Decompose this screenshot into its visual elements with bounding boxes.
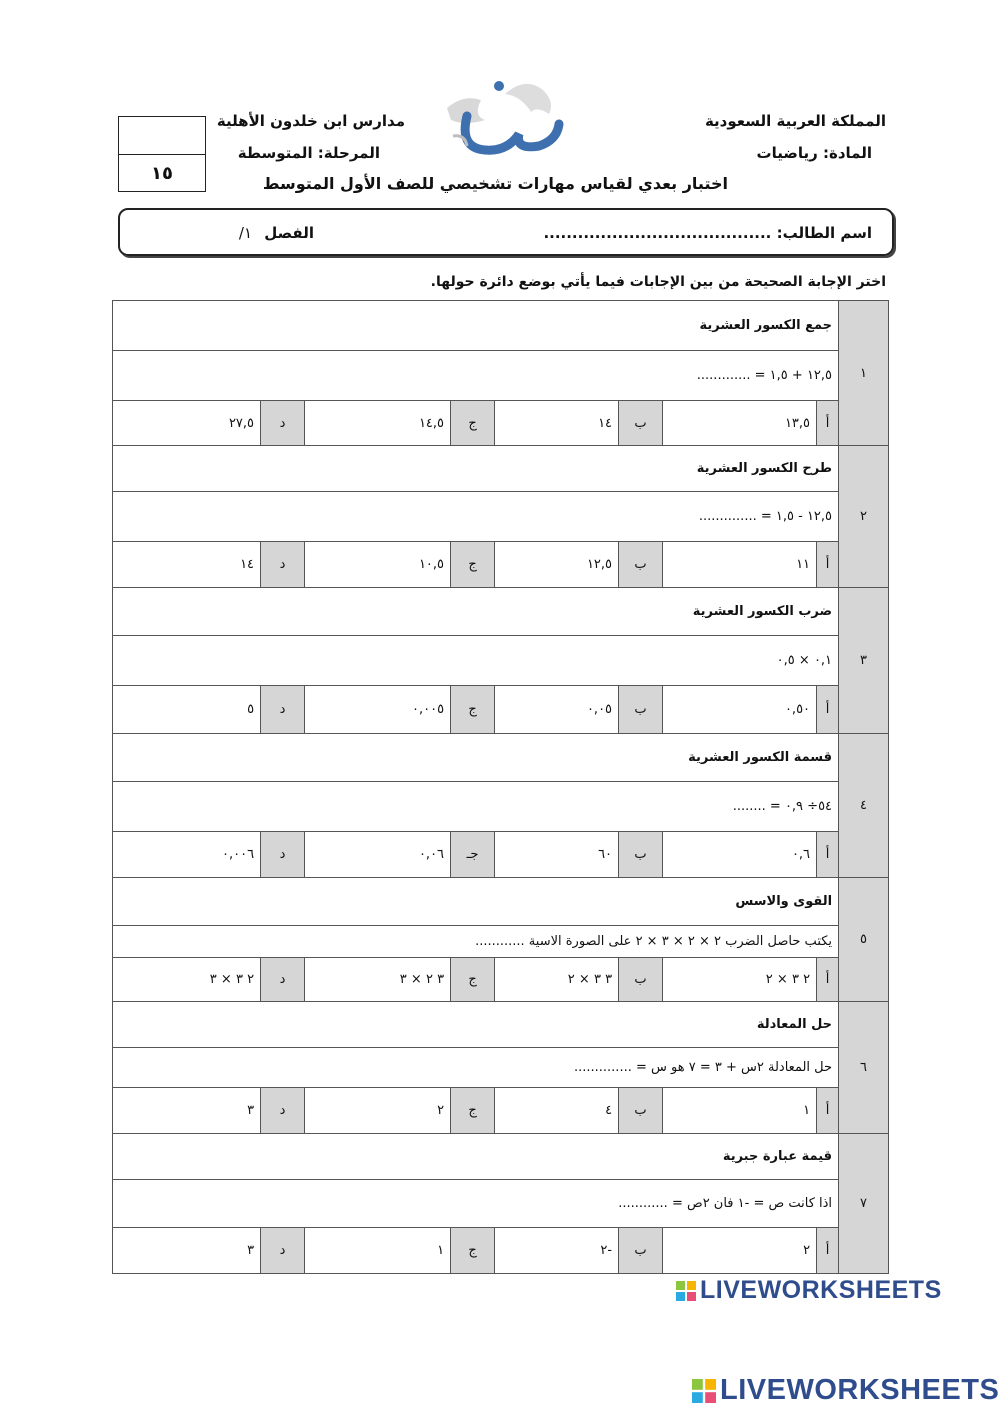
question-title: طرح الكسور العشرية xyxy=(113,446,839,492)
answer-option[interactable]: ٣ xyxy=(113,1088,261,1134)
answer-option[interactable]: ١٤ xyxy=(113,542,261,588)
class-value: ١/ xyxy=(238,224,252,242)
question-number: ٣ xyxy=(839,588,889,734)
option-letter: ج xyxy=(451,401,495,446)
option-letter: ب xyxy=(619,1228,663,1274)
answer-option[interactable]: ٠,٠٥ xyxy=(495,686,619,734)
option-letter: جـ xyxy=(451,832,495,878)
exam-title: اختبار بعدي لقياس مهارات تشخيصي للصف الأول المتوسط xyxy=(262,174,728,193)
option-letter: د xyxy=(261,401,305,446)
score-box-top xyxy=(119,117,205,155)
answer-option[interactable]: ٤ xyxy=(495,1088,619,1134)
answer-option[interactable]: ٠,٠٠٥ xyxy=(305,686,451,734)
question-title: جمع الكسور العشرية xyxy=(113,301,839,351)
liveworksheets-footer-logo-icon xyxy=(692,1379,716,1403)
question-number: ٤ xyxy=(839,734,889,878)
answer-option[interactable]: ٢ ٣ × ٢ xyxy=(663,958,817,1002)
answer-option[interactable]: ٢ xyxy=(663,1228,817,1274)
option-letter: ب xyxy=(619,401,663,446)
option-letter: أ xyxy=(817,1228,839,1274)
answer-option[interactable]: ٥ xyxy=(113,686,261,734)
option-letter: د xyxy=(261,686,305,734)
answer-option[interactable]: ٠,٦ xyxy=(663,832,817,878)
option-letter: د xyxy=(261,542,305,588)
answer-option[interactable]: -٢ xyxy=(495,1228,619,1274)
question-text-row xyxy=(113,351,889,401)
option-letter: أ xyxy=(817,542,839,588)
option-letter: د xyxy=(261,958,305,1002)
score-value: ١٥ xyxy=(151,162,173,184)
class-label: الفصل xyxy=(264,224,314,242)
question-title-row xyxy=(113,1002,889,1048)
questions-table xyxy=(112,300,889,1274)
question-text-row xyxy=(113,782,889,832)
subject-label: المادة: رياضيات xyxy=(756,144,872,162)
option-letter: د xyxy=(261,832,305,878)
question-number: ٦ xyxy=(839,1002,889,1134)
question-text-row xyxy=(113,1180,889,1228)
question-text-row xyxy=(113,926,889,958)
question-title: ضرب الكسور العشرية xyxy=(113,588,839,636)
question-number: ٥ xyxy=(839,878,889,1002)
option-letter: أ xyxy=(817,832,839,878)
answer-option[interactable]: ٠,٥٠ xyxy=(663,686,817,734)
question-options-row xyxy=(113,686,889,734)
question-options-row xyxy=(113,958,889,1002)
question-text-row xyxy=(113,1048,889,1088)
question-title-row xyxy=(113,301,889,351)
question-text-row xyxy=(113,636,889,686)
option-letter: ج xyxy=(451,1228,495,1274)
student-name-field[interactable]: اسم الطالب: ........................................ xyxy=(543,224,872,242)
answer-option[interactable]: ١٠,٥ xyxy=(305,542,451,588)
answer-option[interactable]: ١١ xyxy=(663,542,817,588)
option-letter: ب xyxy=(619,542,663,588)
answer-option[interactable]: ٣ xyxy=(113,1228,261,1274)
question-title: حل المعادلة xyxy=(113,1002,839,1048)
liveworksheets-logo-icon xyxy=(676,1281,696,1301)
option-letter: ب xyxy=(619,1088,663,1134)
question-options-row xyxy=(113,1088,889,1134)
liveworksheets-footer-text: LIVEWORKSHEETS xyxy=(720,1374,1000,1406)
option-letter: ج xyxy=(451,686,495,734)
question-number: ٢ xyxy=(839,446,889,588)
answer-option[interactable]: ٢ xyxy=(305,1088,451,1134)
answer-option[interactable]: ١٤ xyxy=(495,401,619,446)
question-title: قيمة عبارة جبرية xyxy=(113,1134,839,1180)
country-label: المملكة العربية السعودية xyxy=(704,112,886,130)
question-title-row xyxy=(113,734,889,782)
option-letter: ب xyxy=(619,832,663,878)
student-info-box xyxy=(118,208,894,256)
option-letter: ج xyxy=(451,542,495,588)
school-name: مدارس ابن خلدون الأهلية xyxy=(216,112,405,130)
option-letter: ج xyxy=(451,1088,495,1134)
question-title-row xyxy=(113,446,889,492)
question-text: ١٢,٥ - ١,٥ = .............. xyxy=(113,492,839,542)
question-text: حل المعادلة ٢س + ٣ = ٧ هو س = .............. xyxy=(113,1048,839,1088)
answer-option[interactable]: ٢ ٣ × ٣ xyxy=(113,958,261,1002)
answer-option[interactable]: ٠,٠٠٦ xyxy=(113,832,261,878)
question-options-row xyxy=(113,542,889,588)
option-letter: أ xyxy=(817,958,839,1002)
question-text: يكتب حاصل الضرب ٢ × ٢ × ٣ × ٢ على الصورة الاسية ............ xyxy=(113,926,839,958)
answer-option[interactable]: ٣ ٢ × ٣ xyxy=(305,958,451,1002)
instructions: اختر الإجابة الصحيحة من بين الإجابات فيما يأتي بوضع دائرة حولها. xyxy=(430,274,886,290)
question-options-row xyxy=(113,1228,889,1274)
school-logo-icon xyxy=(445,76,565,160)
answer-option[interactable]: ٣ ٣ × ٢ xyxy=(495,958,619,1002)
option-letter: ب xyxy=(619,686,663,734)
option-letter: ج xyxy=(451,958,495,1002)
question-title-row xyxy=(113,588,889,636)
question-text-row xyxy=(113,492,889,542)
question-title-row xyxy=(113,1134,889,1180)
question-number: ١ xyxy=(839,301,889,446)
answer-option[interactable]: ١ xyxy=(663,1088,817,1134)
score-box xyxy=(118,116,206,192)
answer-option[interactable]: ٠,٠٦ xyxy=(305,832,451,878)
question-text: ٥٤÷ ٠,٩ = ........ xyxy=(113,782,839,832)
question-title-row xyxy=(113,878,889,926)
question-text: ١٢,٥ + ١,٥ = ............. xyxy=(113,351,839,401)
question-number: ٧ xyxy=(839,1134,889,1274)
option-letter: أ xyxy=(817,401,839,446)
question-title: قسمة الكسور العشرية xyxy=(113,734,839,782)
answer-option[interactable]: ١٢,٥ xyxy=(495,542,619,588)
question-options-row xyxy=(113,832,889,878)
answer-option[interactable]: ١ xyxy=(305,1228,451,1274)
question-options-row xyxy=(113,401,889,446)
option-letter: ب xyxy=(619,958,663,1002)
option-letter: د xyxy=(261,1228,305,1274)
question-text: ٠,١ × ٠,٥ xyxy=(113,636,839,686)
answer-option[interactable]: ١٤,٥ xyxy=(305,401,451,446)
answer-option[interactable]: ٢٧,٥ xyxy=(113,401,261,446)
answer-option[interactable]: ١٣,٥ xyxy=(663,401,817,446)
liveworksheets-footer-watermark xyxy=(692,1374,999,1407)
option-letter: أ xyxy=(817,1088,839,1134)
stage-label: المرحلة: المتوسطة xyxy=(237,144,380,162)
question-title: القوى والاسس xyxy=(113,878,839,926)
option-letter: أ xyxy=(817,686,839,734)
question-text: اذا كانت ص = -١ فان ٢ص = ............ xyxy=(113,1180,839,1228)
answer-option[interactable]: ٦٠ xyxy=(495,832,619,878)
liveworksheets-text: LIVEWORKSHEETS xyxy=(700,1276,942,1304)
liveworksheets-watermark xyxy=(676,1276,942,1305)
option-letter: د xyxy=(261,1088,305,1134)
